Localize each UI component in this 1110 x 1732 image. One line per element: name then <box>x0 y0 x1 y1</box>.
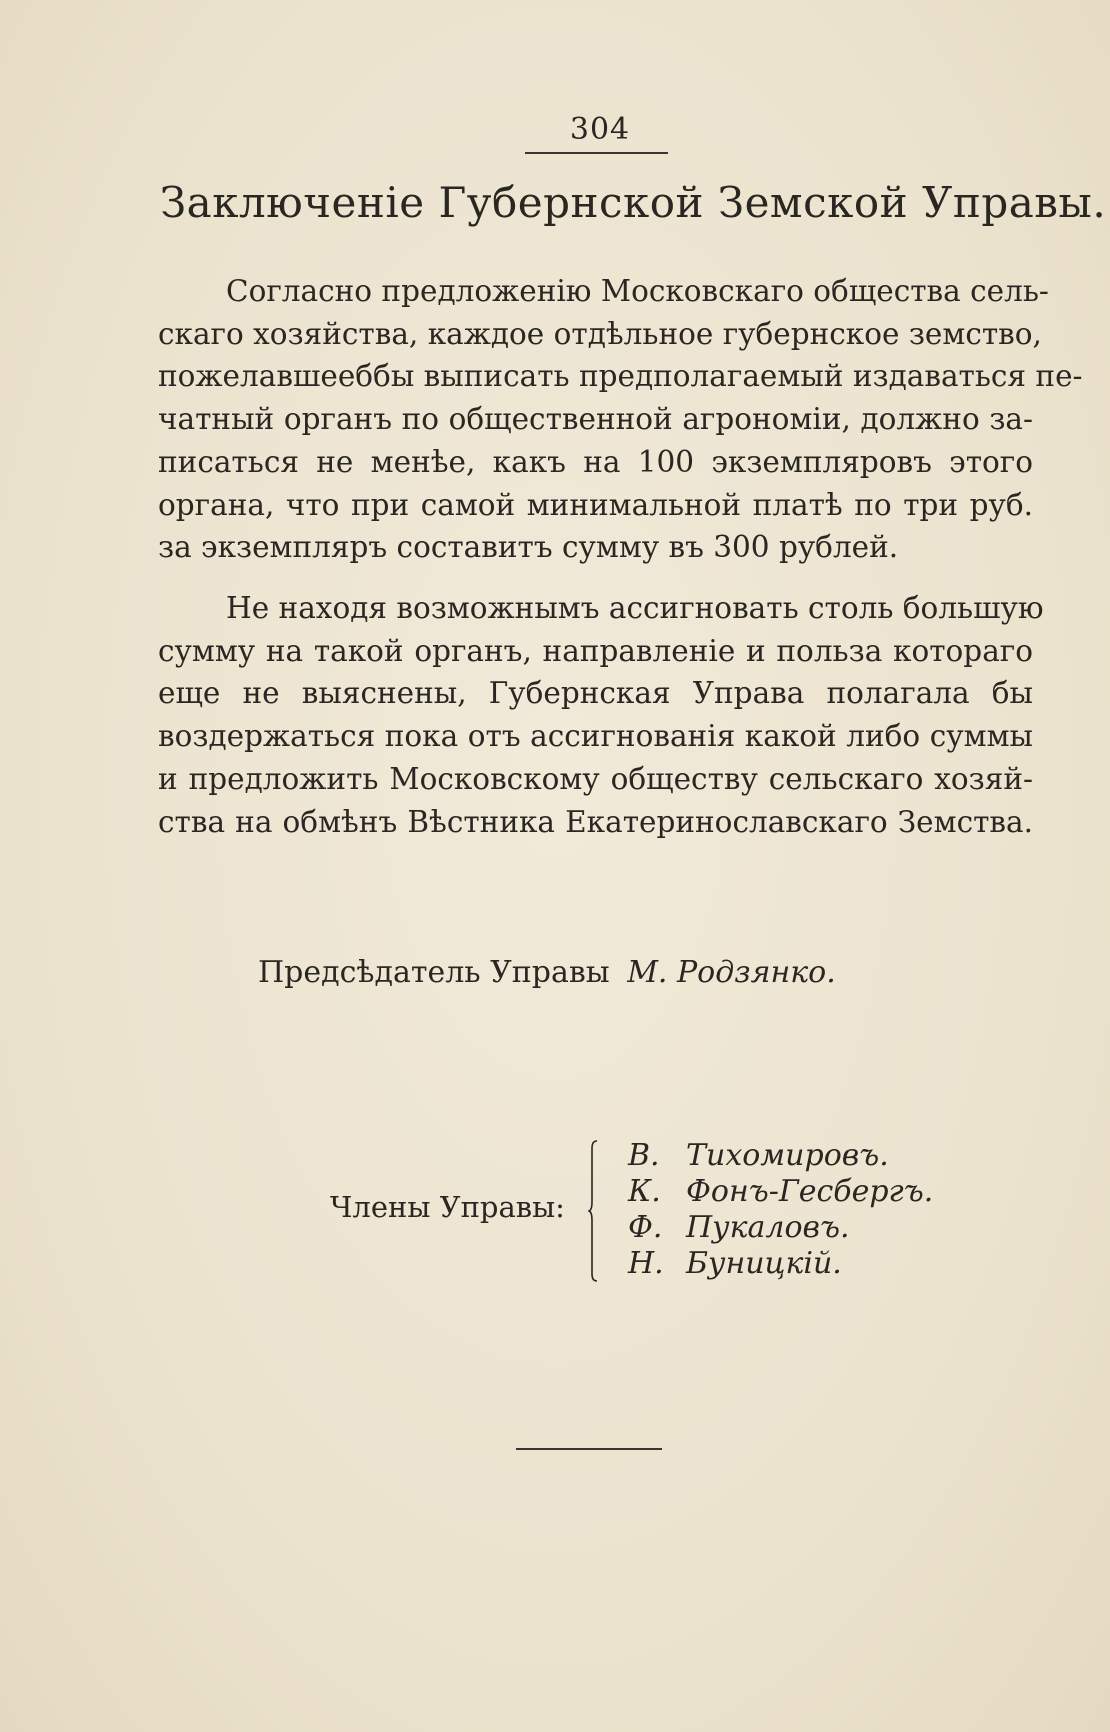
chairman-label: Предсѣдатель Управы <box>258 955 610 990</box>
paragraph-2-line: сумму на такой органъ, направленіе и польза котораго <box>158 633 1033 668</box>
paragraph-1-line: пожелавшееббы выписать предполагаемый издаваться пе- <box>158 359 1083 394</box>
paragraph-1-line: скаго хозяйства, каждое отдѣльное губернское земство, <box>158 316 1042 351</box>
curly-brace-icon <box>588 1140 600 1282</box>
member-entry <box>628 1174 933 1210</box>
closing-rule <box>516 1448 662 1450</box>
member-surname: Пукаловъ. <box>686 1210 850 1245</box>
chairman-signature <box>258 955 836 990</box>
paragraph-1-line: органа, что при самой минимальной платѣ по три руб. <box>158 487 1033 522</box>
paragraph-1-line: чатный органъ по общественной агрономіи, должно за- <box>158 402 1033 437</box>
paragraph-2-line: Не находя возможнымъ ассигновать столь большую <box>226 591 1044 625</box>
member-entry <box>628 1210 933 1246</box>
member-surname: Фонъ-Гесбергъ. <box>686 1174 934 1209</box>
paragraph-2-line: еще не выяснены, Губернская Управа полагала бы <box>158 676 1033 711</box>
member-entry <box>628 1246 933 1282</box>
member-initial: К. <box>628 1174 661 1209</box>
paragraph-2-line: ства на обмѣнъ Вѣстника Екатеринославскаго Земства. <box>158 804 1033 839</box>
chairman-name: М. Родзянко. <box>627 955 836 990</box>
paragraph-2 <box>158 587 1044 843</box>
members-label: Члены Управы: <box>330 1190 565 1224</box>
member-surname: Тихомировъ. <box>686 1138 889 1173</box>
page-title: Заключеніе Губернской Земской Управы. <box>160 178 1107 227</box>
paragraph-2-line: и предложить Московскому обществу сельскаго хозяй- <box>158 761 1033 796</box>
paragraph-1-line: за экземпляръ составитъ сумму въ 300 рублей. <box>158 530 899 565</box>
paragraph-1 <box>158 270 1083 569</box>
member-initial: Н. <box>628 1246 664 1281</box>
paragraph-1-line: Согласно предложенію Московскаго общества сель- <box>226 274 1049 308</box>
paragraph-2-line: воздержаться пока отъ ассигнованія какой либо суммы <box>158 719 1033 754</box>
page-number-rule <box>525 152 668 154</box>
member-surname: Буницкій. <box>686 1246 842 1281</box>
member-initial: Ф. <box>628 1210 663 1245</box>
member-initial: В. <box>628 1138 660 1173</box>
member-entry <box>628 1138 933 1174</box>
paragraph-1-line: писаться не менѣе, какъ на 100 экземпляровъ этого <box>158 444 1033 479</box>
page-number: 304 <box>569 112 631 147</box>
members-list <box>628 1138 933 1282</box>
